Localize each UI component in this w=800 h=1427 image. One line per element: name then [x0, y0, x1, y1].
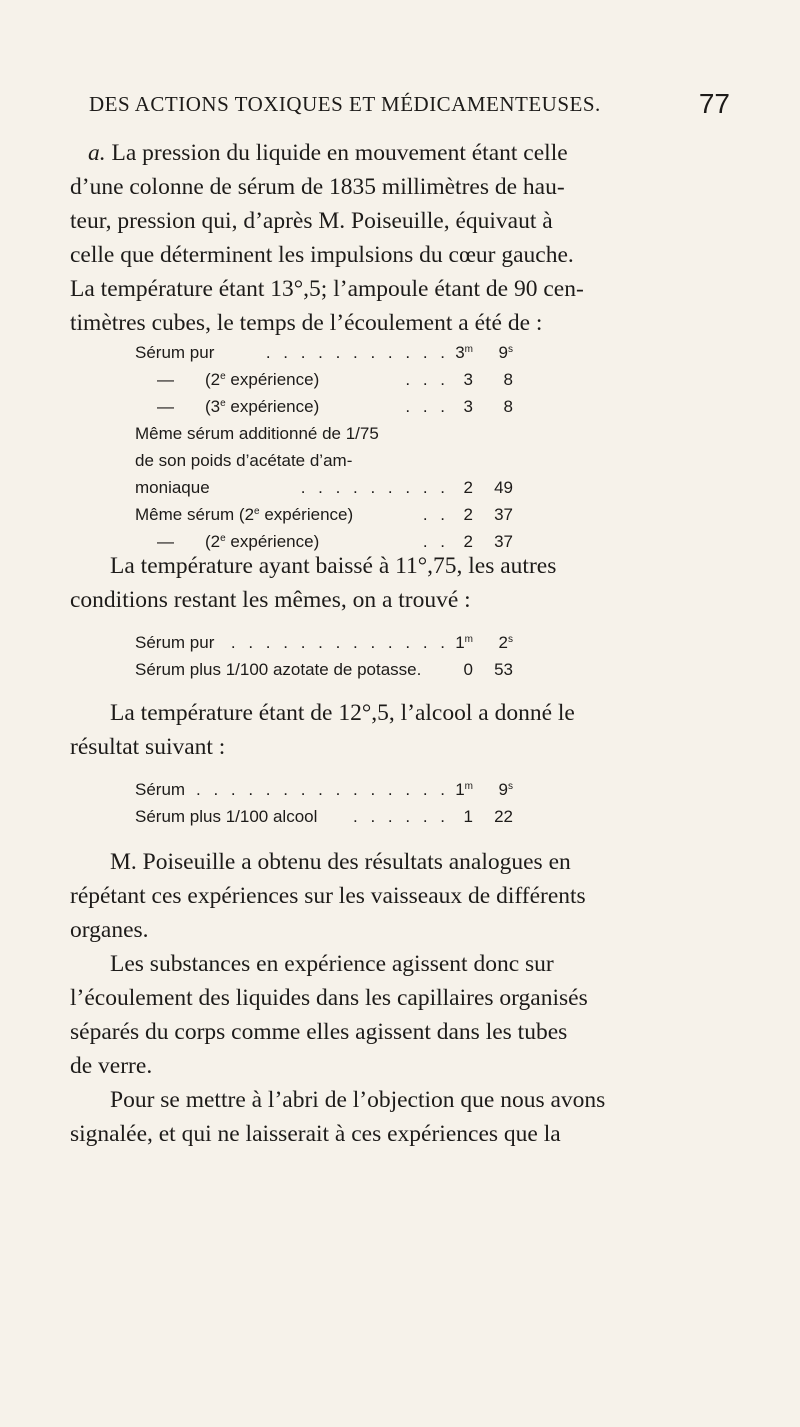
- text-line: La température étant de 12°,5, l’alcool a donné le: [110, 700, 575, 726]
- paragraph-poiseuille: [70, 845, 670, 947]
- results-table-3: [135, 776, 517, 830]
- seconds-value: 9$^s$: [498, 780, 513, 799]
- minutes-value: 3$^m$: [455, 343, 473, 362]
- text-line: La température étant 13°,5; l’ampoule étant de 90 cen-: [70, 276, 584, 302]
- table-row: [135, 393, 517, 420]
- ditto-dash: —: [157, 397, 174, 416]
- paragraph-temperature-lower: [70, 549, 670, 617]
- text-line: signalée, et qui ne laisserait à ces expériences que la: [70, 1121, 561, 1147]
- row-label: Sérum plus 1/100 azotate de potasse.: [135, 660, 422, 679]
- leader-dots: . .: [422, 532, 449, 551]
- page-number: 77: [698, 88, 730, 119]
- minutes-value: 2: [463, 478, 473, 497]
- seconds-value: 9$^s$: [498, 343, 513, 362]
- minutes-value: 3: [463, 370, 473, 389]
- text-line: conditions restant les mêmes, on a trouvé :: [70, 587, 471, 613]
- table-row: [135, 776, 517, 803]
- minutes-value: 1: [463, 807, 473, 826]
- row-label: (3e expérience): [205, 397, 320, 416]
- text-line: l’écoulement des liquides dans les capillaires organisés: [70, 985, 588, 1011]
- text-line: organes.: [70, 917, 149, 943]
- leader-dots: . . . . . .: [353, 807, 449, 826]
- table-row: [135, 656, 517, 683]
- table-row: [135, 803, 517, 830]
- row-label: moniaque: [135, 478, 210, 497]
- table-row: [135, 474, 517, 501]
- running-header: [89, 88, 730, 128]
- running-title: DES ACTIONS TOXIQUES ET MÉDICAMENTEUSES.: [89, 92, 601, 116]
- seconds-value: 2$^s$: [498, 633, 513, 652]
- text-line: résultat suivant :: [70, 734, 226, 760]
- leader-dots: . . . . . . . . . . . . . . .: [196, 780, 449, 799]
- minutes-value: 3: [463, 397, 473, 416]
- leader-dots: . .: [422, 505, 449, 524]
- text-line: de verre.: [70, 1053, 153, 1079]
- row-label: Même sérum (2e expérience): [135, 505, 354, 524]
- leader-dots: . . . . . . . . .: [300, 478, 449, 497]
- results-table-1: [135, 339, 517, 555]
- paragraph-label: a.: [88, 140, 106, 166]
- row-label: (2e expérience): [205, 370, 320, 389]
- text-line: d’une colonne de sérum de 1835 millimètres de hau-: [70, 174, 565, 200]
- results-table-2: [135, 629, 517, 683]
- seconds-value: 53: [494, 660, 513, 679]
- minutes-value: 0: [463, 660, 473, 679]
- seconds-value: 22: [494, 807, 513, 826]
- ditto-dash: —: [157, 532, 174, 551]
- table-row: [135, 366, 517, 393]
- table-row: [135, 339, 517, 366]
- row-label: Sérum pur: [135, 343, 215, 362]
- text-line: La pression du liquide en mouvement étant celle: [111, 140, 568, 166]
- minutes-value: 1$^m$: [455, 780, 473, 799]
- text-line: séparés du corps comme elles agissent dans les tubes: [70, 1019, 568, 1045]
- seconds-value: 8: [503, 370, 513, 389]
- seconds-value: 8: [503, 397, 513, 416]
- row-label: Même sérum additionné de 1/75: [135, 424, 379, 443]
- text-line: M. Poiseuille a obtenu des résultats analogues en: [110, 849, 571, 875]
- text-line: timètres cubes, le temps de l’écoulement a été de :: [70, 310, 543, 336]
- row-label: (2e expérience): [205, 532, 320, 551]
- row-label: Sérum: [135, 780, 186, 799]
- minutes-value: 1$^m$: [455, 633, 473, 652]
- table-row: [135, 501, 517, 528]
- leader-dots: . . .: [405, 370, 449, 389]
- table-row: [135, 629, 517, 656]
- row-label: Sérum pur: [135, 633, 215, 652]
- text-line: celle que déterminent les impulsions du cœur gauche.: [70, 242, 574, 268]
- leader-dots: . . .: [405, 397, 449, 416]
- paragraph-alcohol: [70, 696, 670, 764]
- paragraph-objection: [70, 1083, 670, 1151]
- text-line: Les substances en expérience agissent donc sur: [110, 951, 554, 977]
- seconds-value: 37: [494, 532, 513, 551]
- text-line: Pour se mettre à l’abri de l’objection que nous avons: [110, 1087, 606, 1113]
- seconds-value: 49: [494, 478, 513, 497]
- minutes-value: 2: [463, 532, 473, 551]
- text-line: teur, pression qui, d’après M. Poiseuille, équivaut à: [70, 208, 553, 234]
- row-label: Sérum plus 1/100 alcool: [135, 807, 318, 826]
- table-row-label-line: [135, 420, 517, 447]
- text-line: répétant ces expériences sur les vaisseaux de différents: [70, 883, 586, 909]
- leader-dots: . . . . . . . . . . . . .: [230, 633, 449, 652]
- leader-dots: . . . . . . . . . . .: [265, 343, 449, 362]
- seconds-value: 37: [494, 505, 513, 524]
- text-line: La température ayant baissé à 11°,75, les autres: [110, 553, 557, 579]
- table-row-label-line: [135, 447, 517, 474]
- minutes-value: 2: [463, 505, 473, 524]
- paragraph-pressure: [70, 136, 670, 340]
- paragraph-substances: [70, 947, 670, 1083]
- ditto-dash: —: [157, 370, 174, 389]
- row-label: de son poids d’acétate d’am-: [135, 451, 353, 470]
